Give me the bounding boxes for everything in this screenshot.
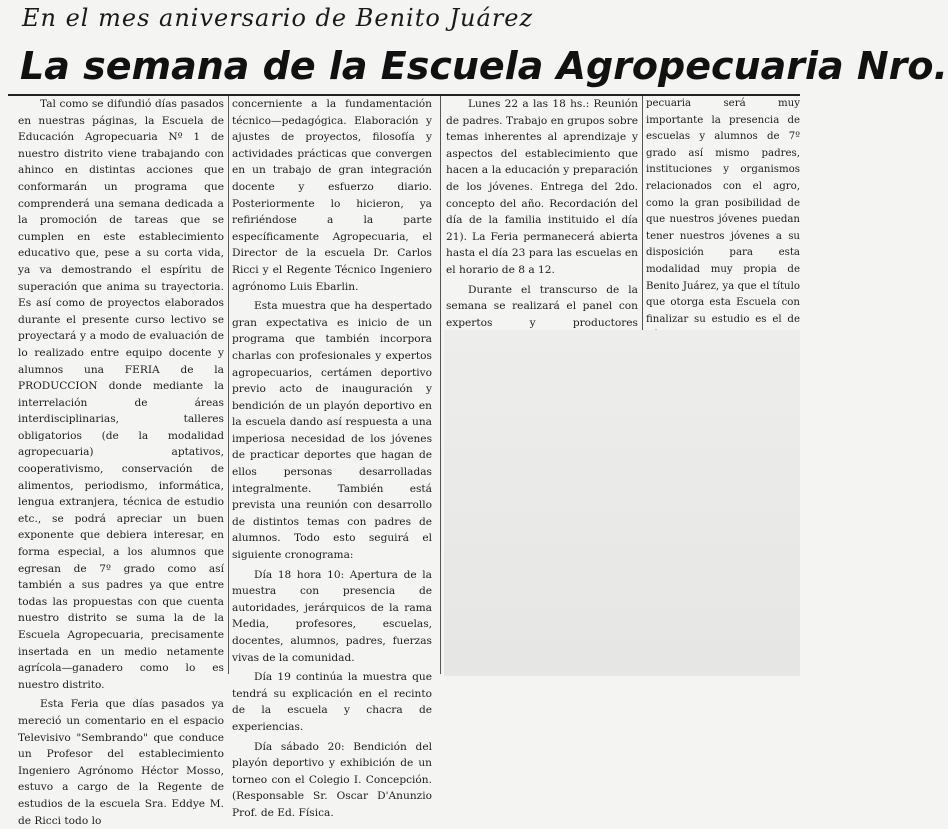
- column-divider: [228, 96, 229, 674]
- paragraph: Esta muestra que ha despertado gran expectativa es inicio de un programa que también incorpora charlas con profesionales y expertos agropecuarios, certámen deportivo previo acto de inauguración y bendición de un playón deportivo en la escuela dando así respuesta a una imperiosa necesidad de los jóvenes de practicar deportes que hagan de ellos personas desarrolladas integralmente. También está prevista una reunión con desarrollo de distintos temas con padres de alumnos. Todo esto seguirá el siguiente cronograma:: [232, 300, 432, 562]
- article-column-2: [232, 96, 432, 819]
- paragraph: concerniente a la fundamentación técnico—pedagógica. Elaboración y ajustes de proyectos, filosofía y actividades prácticas que convergen en un trabajo de gran integración docente y esfuerzo diario. Posteriormente lo hicieron, ya refiriéndose a la parte específicamente Agropecuaria, el Director de la escuela Dr. Carlos Ricci y el Regente Técnico Ingeniero agrónomo Luis Ebarlin.: [232, 98, 432, 293]
- paragraph: Durante el transcurso de la semana se realizará el panel con expertos y productores: [446, 283, 638, 329]
- article-column-3: [446, 96, 638, 329]
- column-divider: [642, 96, 643, 336]
- blank-scan-area: [444, 330, 800, 676]
- paragraph: Tal como se difundió días pasados en nuestras páginas, la Escuela de Educación Agropecuaria Nº 1 de nuestro distrito viene trabajando con ahinco en distintas acciones que conformarán un programa que comprenderá una semana dedicada a la promoción de tareas que se cumplen en este establecimiento educativo que, pese a su corta vida, ya va demostrando el espíritu de superación que anima su trayectoria. Es así como de proyectos elaborados durante el presente curso lectivo se proyectará y a modo de evaluación de lo realizado entre equipo docente y alumnos una FERIA de la PRODUCCION donde mediante la interrelación de áreas interdisciplinarias, talleres obligatorios (de la modalidad agropecuaria) aptativos, cooperativismo, conservación de alimentos, periodismo, informática, lengua extranjera, técnica de estudio etc., se podrá apreciar un buen exponente que debiera interesar, en forma especial, a los alumnos que egresan de 7º grado como así también a sus padres ya que entre todas las propuestas con que cuenta nuestro distrito se suma la de la Escuela Agropecuaria, precisamente insertada en un medio netamente agrícola—ganadero como lo es nuestro distrito.: [18, 98, 224, 691]
- paragraph: Esta Feria que días pasados ya mereció un comentario en el espacio Televisivo "Sembrando" que conduce un Profesor del establecimiento Ingeniero Agrónomo Héctor Mosso, estuvo a cargo de la Regente de estudios de la escuela Sra. Eddye M. de Ricci todo lo: [18, 698, 224, 827]
- paragraph: Día 18 hora 10: Apertura de la muestra con presencia de autoridades, jerárquicos de la rama Media, profesores, escuelas, docentes, alumnos, padres, fuerzas vivas de la comunidad.: [232, 568, 432, 664]
- headline: La semana de la Escuela Agropecuaria Nro.: [20, 44, 948, 88]
- paragraph: pecuaria será muy importante la presencia de escuelas y alumnos de 7º grado así mismo padres, instituciones y organismos relacionados con el agro, como la gran posibilidad de que nuestros jóvenes puedan tener nuestros jóvenes a su disposición para esta modalidad muy propia de Benito Juárez, ya que el título que otorga esta Escuela con finalizar su estudio es el de: [646, 98, 800, 325]
- paragraph: Día 19 continúa la muestra que tendrá su explicación en el recinto de la escuela y chacra de experiencias.: [232, 671, 432, 733]
- article-column-1: [18, 96, 224, 827]
- column-divider: [440, 96, 441, 674]
- paragraph: Lunes 22 a las 18 hs.: Reunión de padres. Trabajo en grupos sobre temas inherentes al aprendizaje y aspectos del establecimiento que hacen a la educación y preparación de los jóvenes. Entrega del 2do. concepto del año. Recordación del día de la familia instituido el día 21). La Feria permanecerá abierta hasta el día 23 para las escuelas en el horario de 8 a 12.: [446, 98, 638, 276]
- paragraph: Día sábado 20: Bendición del playón deportivo y exhibición de un torneo con el Colegio I. Concepción. (Responsable Sr. Oscar D'Anunzio Prof. de Ed. Física.: [232, 740, 432, 819]
- article-column-4: [646, 96, 800, 336]
- kicker-line: En el mes aniversario de Benito Juárez: [22, 4, 534, 32]
